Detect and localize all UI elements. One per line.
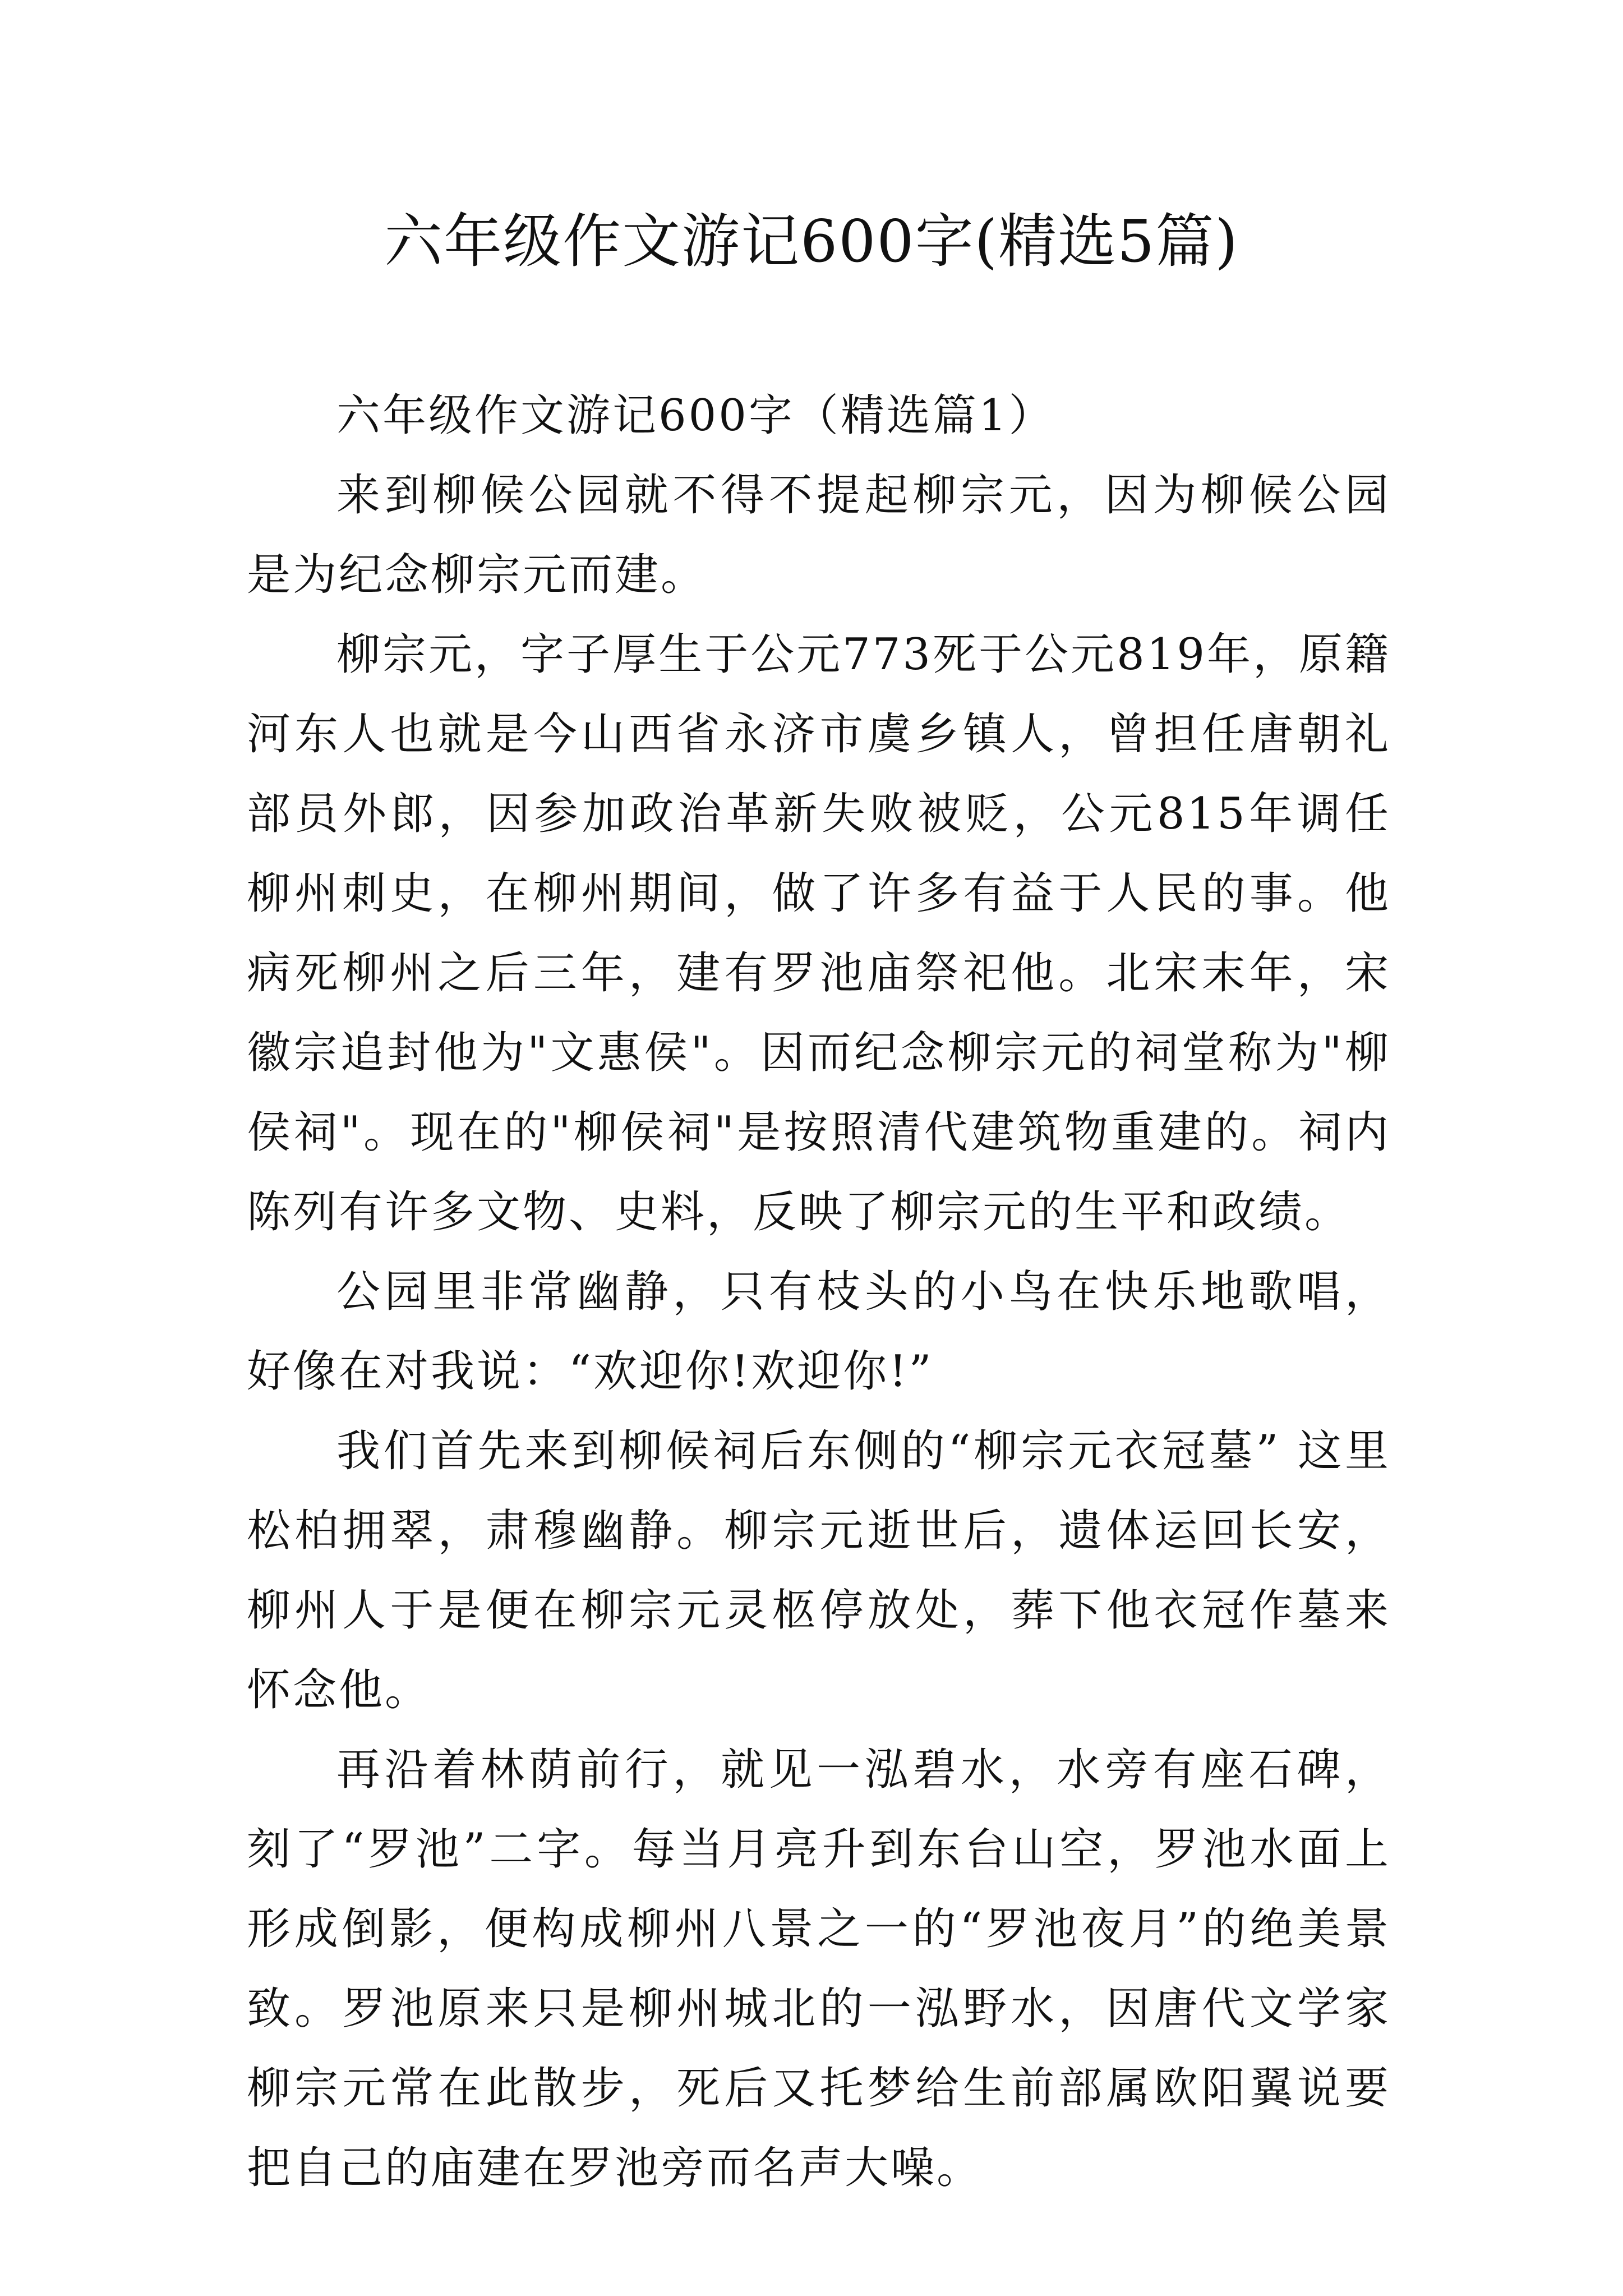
paragraph: 再沿着林荫前行，就见一泓碧水，水旁有座石碑，刻了“罗池”二字。每当月亮升到东台山空，罗池水面上形成倒影，便构成柳州八景之一的“罗池夜月”的绝美景致。罗池原来只是柳州城北的一泓野水，因唐代文学家柳宗元常在此散步，死后又托梦给生前部属欧阳翼说要把自己的庙建在罗池旁而名声大噪。 xyxy=(247,1745,1391,2193)
paragraph: 柳宗元，字子厚生于公元773死于公元819年，原籍河东人也就是今山西省永济市虞乡镇人，曾担任唐朝礼部员外郎，因参加政治革新失败被贬，公元815年调任柳州刺史，在柳州期间，做了许多有益于人民的事。他病死柳州之后三年，建有罗池庙祭祀他。北宋末年，宋徽宗追封他为"文惠侯"。因而纪念柳宗元的祠堂称为"柳侯祠"。现在的"柳侯祠"是按照清代建筑物重建的。祠内陈列有许多文物、史料，反映了柳宗元的生平和政绩。 xyxy=(247,629,1391,1237)
document-title: 六年级作文游记600字(精选5篇) xyxy=(384,207,1239,275)
paragraph: 来到柳候公园就不得不提起柳宗元，因为柳候公园是为纪念柳宗元而建。 xyxy=(247,470,1391,600)
section-heading: 六年级作文游记600字（精选篇1） xyxy=(336,390,1055,441)
paragraph: 公园里非常幽静，只有枝头的小鸟在快乐地歌唱，好像在对我说：“欢迎你!欢迎你!” xyxy=(247,1267,1391,1397)
document-body xyxy=(247,376,1391,2208)
paragraph: 我们首先来到柳候祠后东侧的“柳宗元衣冠墓” 这里松柏拥翠，肃穆幽静。柳宗元逝世后，遗体运回长安，柳州人于是便在柳宗元灵柩停放处，葬下他衣冠作墓来怀念他。 xyxy=(247,1426,1391,1715)
